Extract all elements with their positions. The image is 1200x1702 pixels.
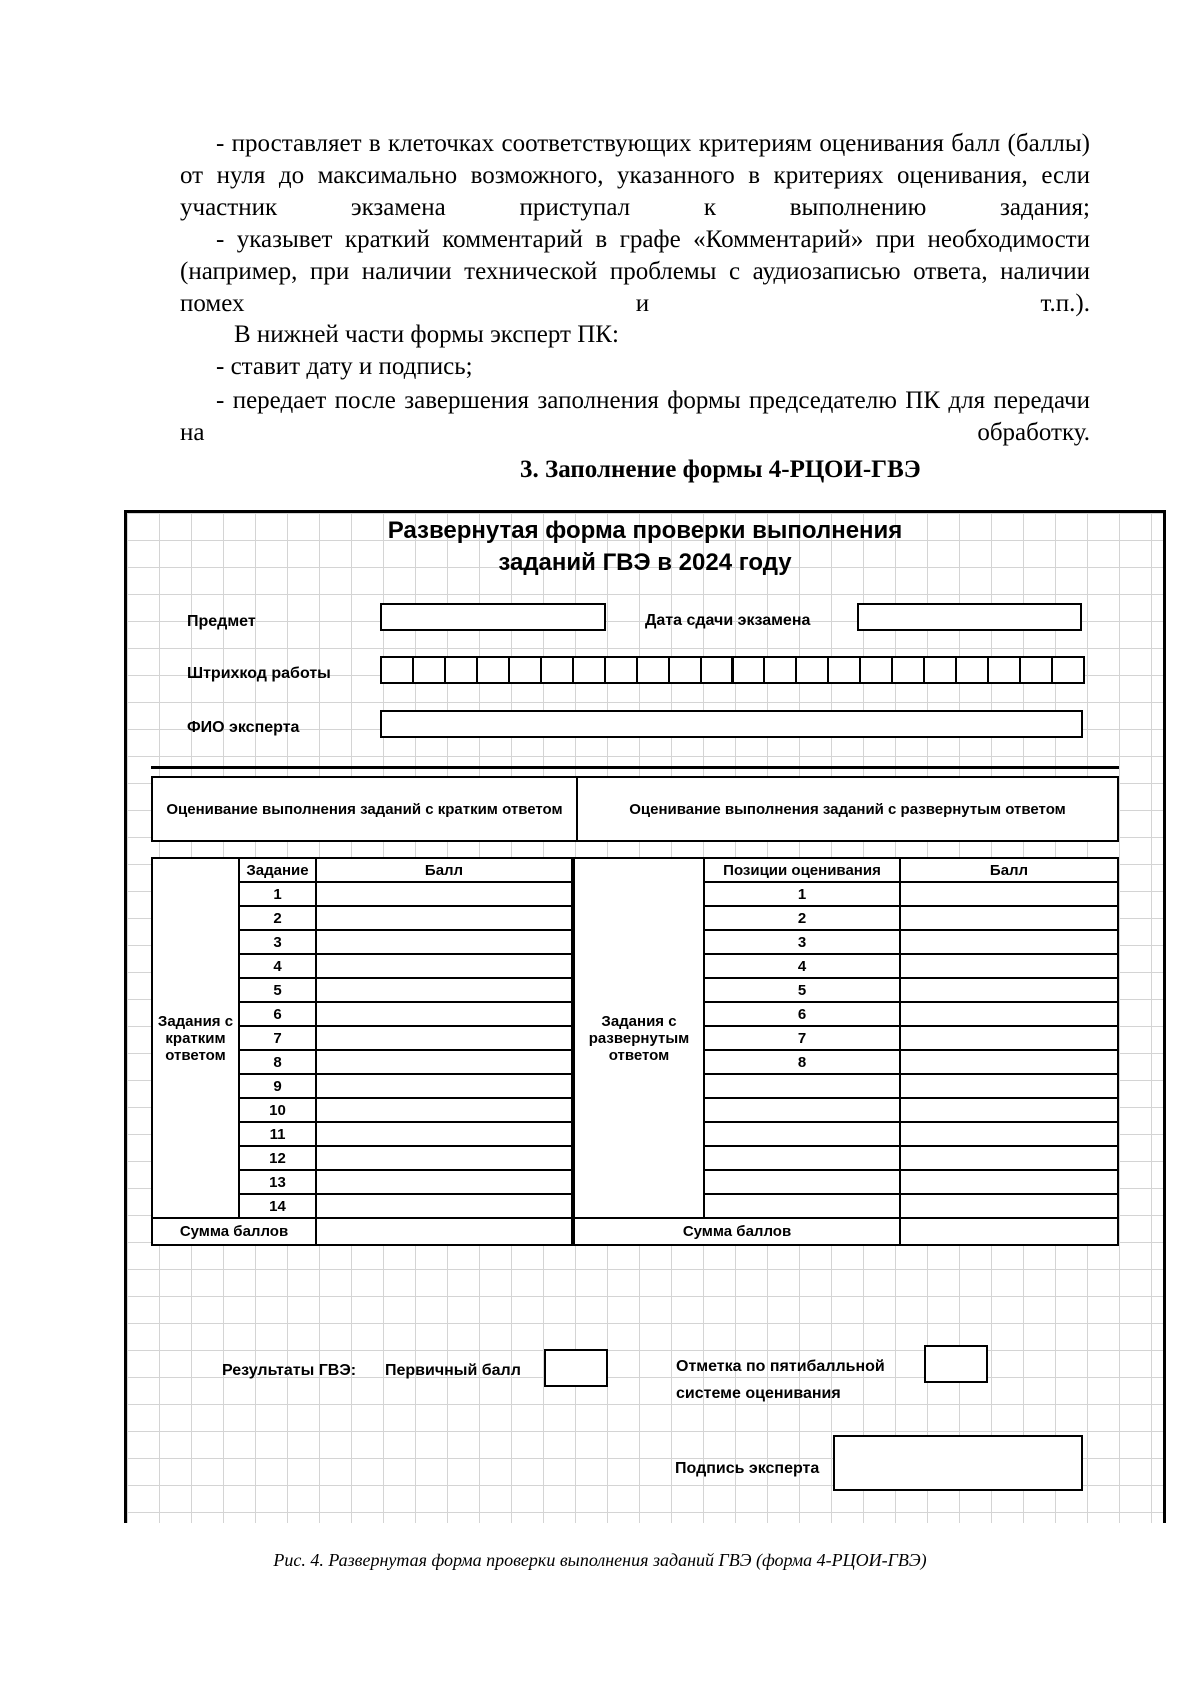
barcode-cell[interactable] [476,656,510,684]
short-answer-table [151,857,573,1246]
short-task-number: 3 [239,930,316,954]
paragraph-comment: - указывет краткий комментарий в графе «Комментарий» при необходимости (например, при наличии технической проблемы с аудиозаписью ответа, наличии помех и т.п.). [180,226,1090,317]
barcode-cell[interactable] [1051,656,1085,684]
short-score-cell[interactable] [316,930,572,954]
short-score-column-header: Балл [316,858,572,882]
long-positions-column-header: Позиции оценивания [704,858,900,882]
long-answer-section-header: Оценивание выполнения заданий с развернутым ответом [577,777,1118,841]
short-sum-label: Сумма баллов [152,1218,316,1245]
long-position-number [704,1170,900,1194]
barcode-cell[interactable] [859,656,893,684]
barcode-cell[interactable] [732,656,766,684]
short-task-number: 1 [239,882,316,906]
form-title-line-1: Развернутая форма проверки выполнения [387,517,903,544]
short-score-cell[interactable] [316,906,572,930]
form-title-line-2: заданий ГВЭ в 2024 году [498,549,792,576]
exam-date-field[interactable] [857,603,1082,631]
long-position-number: 7 [704,1026,900,1050]
barcode-cell[interactable] [827,656,861,684]
short-task-number: 6 [239,1002,316,1026]
short-answer-section-header: Оценивание выполнения заданий с кратким ответом [152,777,577,841]
short-task-number: 2 [239,906,316,930]
grade-label: Отметка по пятибалльной системе оценивания [676,1358,885,1402]
long-position-number: 4 [704,954,900,978]
long-score-cell[interactable] [900,954,1118,978]
short-task-number: 7 [239,1026,316,1050]
barcode-cell[interactable] [1019,656,1053,684]
long-position-number [704,1146,900,1170]
form-4-rcoi-gve [124,510,1166,1523]
short-sum-field[interactable] [316,1218,572,1245]
long-position-number [704,1098,900,1122]
long-score-cell[interactable] [900,1050,1118,1074]
grade-field[interactable] [924,1345,988,1383]
long-answer-side-label: Задания с развернутым ответом [574,858,704,1218]
primary-score-label: Первичный балл [385,1362,521,1379]
short-task-number: 13 [239,1170,316,1194]
long-position-number: 5 [704,978,900,1002]
barcode-cell[interactable] [604,656,638,684]
barcode-cell[interactable] [508,656,542,684]
primary-score-field[interactable] [544,1349,608,1387]
short-task-number: 12 [239,1146,316,1170]
barcode-cell[interactable] [636,656,670,684]
short-score-cell[interactable] [316,1026,572,1050]
short-score-cell[interactable] [316,978,572,1002]
long-position-number: 2 [704,906,900,930]
long-score-cell[interactable] [900,882,1118,906]
long-score-cell[interactable] [900,1146,1118,1170]
short-task-number: 8 [239,1050,316,1074]
long-sum-label: Сумма баллов [574,1218,900,1245]
long-score-cell[interactable] [900,906,1118,930]
long-position-number: 1 [704,882,900,906]
short-score-cell[interactable] [316,1122,572,1146]
short-score-cell[interactable] [316,1146,572,1170]
short-score-cell[interactable] [316,1002,572,1026]
long-position-number: 8 [704,1050,900,1074]
paragraph-criteria-score: - проставляет в клеточках соответствующих критериям оценивания балл (баллы) от нуля до максимально возможного, указанного в критериях оценивания, если участник экзамена приступал к выполнению задания; [180,130,1090,221]
long-score-cell[interactable] [900,1098,1118,1122]
short-task-number: 14 [239,1194,316,1218]
barcode-cell[interactable] [412,656,446,684]
long-position-number [704,1194,900,1218]
short-answer-side-label: Задания с кратким ответом [152,858,239,1218]
paragraph-date-signature: - ставит дату и подпись; [216,353,473,380]
barcode-cell[interactable] [668,656,702,684]
barcode-cell[interactable] [891,656,925,684]
short-task-number: 10 [239,1098,316,1122]
long-score-cell[interactable] [900,1074,1118,1098]
section-headers [151,776,1119,842]
long-position-number [704,1074,900,1098]
barcode-cell[interactable] [572,656,606,684]
paragraph-transfer: - передает после завершения заполнения формы председателю ПК для передачи на обработку. [180,387,1090,446]
long-score-column-header: Балл [900,858,1118,882]
short-score-cell[interactable] [316,954,572,978]
section-heading: 3. Заполнение формы 4-РЦОИ-ГВЭ [520,456,921,483]
short-score-cell[interactable] [316,1074,572,1098]
long-score-cell[interactable] [900,1026,1118,1050]
exam-date-label: Дата сдачи экзамена [645,612,811,629]
expert-name-field[interactable] [380,710,1083,738]
subject-label: Предмет [187,613,256,630]
divider [151,766,1119,769]
barcode-cell[interactable] [987,656,1021,684]
short-score-cell[interactable] [316,1098,572,1122]
barcode-cell[interactable] [795,656,829,684]
short-score-cell[interactable] [316,1194,572,1218]
long-score-cell[interactable] [900,930,1118,954]
long-position-number: 3 [704,930,900,954]
long-score-cell[interactable] [900,1122,1118,1146]
long-answer-table [573,857,1119,1246]
long-position-number [704,1122,900,1146]
short-task-number: 9 [239,1074,316,1098]
subject-field[interactable] [380,603,606,631]
barcode-cell[interactable] [763,656,797,684]
barcode-cell[interactable] [444,656,478,684]
signature-label: Подпись эксперта [675,1460,820,1477]
results-label: Результаты ГВЭ: [222,1362,357,1379]
long-score-cell[interactable] [900,1002,1118,1026]
short-task-number: 11 [239,1122,316,1146]
short-task-number: 4 [239,954,316,978]
short-score-cell[interactable] [316,1050,572,1074]
long-score-cell[interactable] [900,1170,1118,1194]
signature-field[interactable] [833,1435,1083,1491]
expert-name-label: ФИО эксперта [187,719,300,736]
short-task-column-header: Задание [239,858,316,882]
long-score-cell[interactable] [900,978,1118,1002]
barcode-cell[interactable] [923,656,957,684]
short-score-cell[interactable] [316,1170,572,1194]
figure-caption: Рис. 4. Развернутая форма проверки выполнения заданий ГВЭ (форма 4-РЦОИ-ГВЭ) [273,1550,927,1570]
long-sum-field[interactable] [900,1218,1118,1245]
short-task-number: 5 [239,978,316,1002]
barcode-cell[interactable] [380,656,414,684]
short-score-cell[interactable] [316,882,572,906]
long-position-number: 6 [704,1002,900,1026]
long-score-cell[interactable] [900,1194,1118,1218]
barcode-label: Штрихкод работы [187,665,331,682]
barcode-field [380,656,1083,684]
paragraph-bottom-form: В нижней части формы эксперт ПК: [234,321,619,348]
barcode-cell[interactable] [700,656,734,684]
barcode-cell[interactable] [955,656,989,684]
barcode-cell[interactable] [540,656,574,684]
